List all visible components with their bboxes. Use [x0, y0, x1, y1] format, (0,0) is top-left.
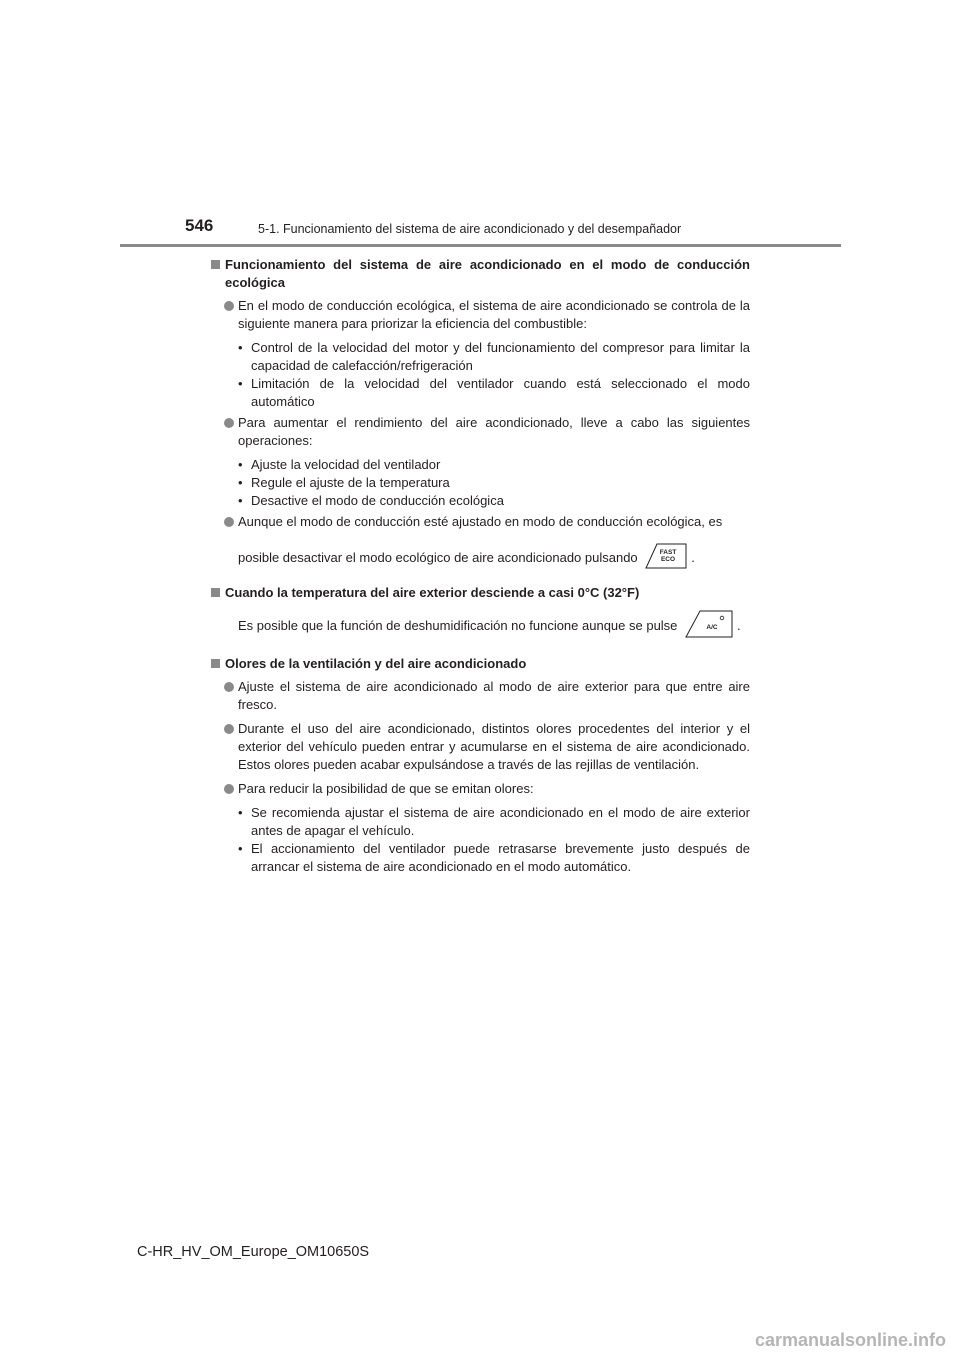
sub-list-item — [210, 339, 750, 375]
circle-bullet-icon — [224, 682, 234, 692]
list-item — [210, 720, 750, 774]
bullet-text: En el modo de conducción ecológica, el sistema de aire acondicionado se controla de la siguiente manera para priorizar la eficiencia del combustible: — [238, 298, 750, 331]
watermark: carmanualsonline.info — [754, 1330, 946, 1350]
sub-list — [210, 804, 750, 876]
header-rule — [120, 244, 841, 247]
list-item — [210, 513, 750, 574]
period: . — [737, 617, 741, 633]
list-item — [210, 414, 750, 450]
sub-item-text: Desactive el modo de conducción ecológica — [251, 493, 504, 508]
heading-text: Cuando la temperatura del aire exterior desciende a casi 0°C (32°F) — [225, 585, 640, 600]
sub-list-item — [210, 492, 750, 510]
bullet-text: Aunque el modo de conducción esté ajustado en modo de conducción ecológica, es — [238, 514, 723, 529]
bullet-text: Durante el uso del aire acondicionado, distintos olores procedentes del interior y el exterior del vehículo pueden entrar y acumularse en el sistema de aire acondicionado. Estos olores pueden acabar expulsándose a través de las rejillas de ventilación. — [238, 721, 750, 772]
eco-label: ECO — [661, 556, 676, 563]
bullet-text-continued: posible desactivar el modo ecológico de aire acondicionado pulsando — [238, 549, 638, 565]
list-item — [210, 678, 750, 714]
page-content — [210, 256, 750, 879]
sub-bullet-marker: • — [238, 475, 243, 490]
sub-item-text: Se recomienda ajustar el sistema de aire acondicionado en el modo de aire exterior antes de apagar el vehículo. — [251, 805, 750, 838]
period: . — [691, 549, 695, 565]
sub-list-item — [210, 375, 750, 411]
sub-list — [210, 339, 750, 411]
section-heading-odors — [210, 655, 750, 673]
sub-bullet-marker: • — [238, 493, 243, 508]
heading-text: Olores de la ventilación y del aire acondicionado — [225, 656, 527, 671]
sub-item-text: Control de la velocidad del motor y del funcionamiento del compresor para limitar la capacidad de calefacción/refrigeración — [251, 340, 750, 373]
sub-item-text: Limitación de la velocidad del ventilador cuando está seleccionado el modo automático — [251, 376, 750, 409]
sub-item-text: El accionamiento del ventilador puede retrasarse brevemente justo después de arrancar el sistema de aire acondicionado en el modo automático. — [251, 841, 750, 874]
page-number: 546 — [185, 216, 214, 235]
section-heading-eco-mode — [210, 256, 750, 292]
bullet-text: Para reducir la posibilidad de que se emitan olores: — [238, 781, 534, 796]
list-item — [210, 780, 750, 798]
circle-bullet-icon — [224, 724, 234, 734]
paragraph — [210, 610, 750, 643]
sub-bullet-marker: • — [238, 376, 243, 391]
circle-bullet-icon — [224, 517, 234, 527]
sub-bullet-marker: • — [238, 340, 243, 355]
circle-bullet-icon — [224, 418, 234, 428]
sub-list-item — [210, 474, 750, 492]
paragraph-text: Es posible que la función de deshumidificación no funcione aunque se pulse — [238, 617, 678, 633]
fast-eco-button-icon — [645, 543, 687, 574]
footer-document-code: C-HR_HV_OM_Europe_OM10650S — [137, 1244, 370, 1260]
circle-bullet-icon — [224, 301, 234, 311]
sub-list-item — [210, 840, 750, 876]
square-bullet-icon — [211, 588, 220, 597]
section-title: 5-1. Funcionamiento del sistema de aire acondicionado y del desempañador — [258, 222, 682, 236]
list-item — [210, 297, 750, 333]
square-bullet-icon — [211, 260, 220, 269]
circle-bullet-icon — [224, 784, 234, 794]
ac-button-icon — [685, 610, 733, 643]
sub-bullet-marker: • — [238, 841, 243, 856]
fast-label: FAST — [659, 549, 677, 556]
bullet-text: Ajuste el sistema de aire acondicionado al modo de aire exterior para que entre aire fresco. — [238, 679, 750, 712]
sub-list — [210, 456, 750, 510]
sub-bullet-marker: • — [238, 457, 243, 472]
square-bullet-icon — [211, 659, 220, 668]
sub-bullet-marker: • — [238, 805, 243, 820]
section-heading-low-temperature — [210, 584, 750, 602]
sub-item-text: Regule el ajuste de la temperatura — [251, 475, 450, 490]
sub-item-text: Ajuste la velocidad del ventilador — [251, 457, 441, 472]
ac-label: A/C — [706, 624, 718, 631]
heading-text: Funcionamiento del sistema de aire acondicionado en el modo de conducción ecológica — [225, 257, 750, 290]
sub-list-item — [210, 456, 750, 474]
sub-list-item — [210, 804, 750, 840]
bullet-text: Para aumentar el rendimiento del aire acondicionado, lleve a cabo las siguientes operaciones: — [238, 415, 750, 448]
